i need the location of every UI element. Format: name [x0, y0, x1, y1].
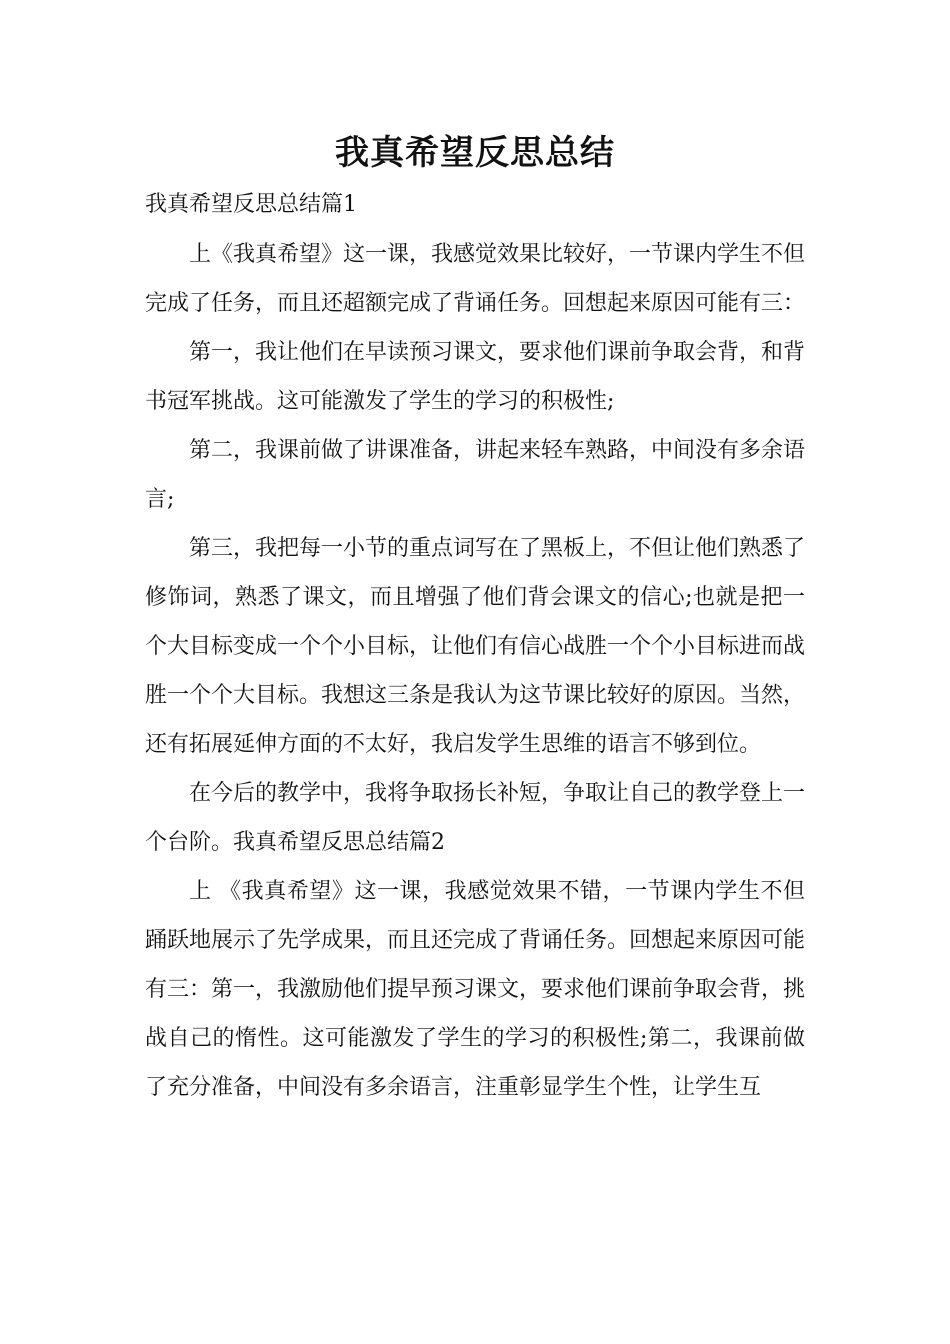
paragraph: 第二，我课前做了讲课准备，讲起来轻车熟路，中间没有多余语言;	[145, 438, 806, 512]
document-title: 我真希望反思总结	[335, 133, 615, 173]
section-heading: 我真希望反思总结篇1	[145, 192, 357, 217]
paragraph: 上 《我真希望》这一课，我感觉效果不错，一节课内学生不但踊跃地展示了先学成果，而且还完成了背诵任务。回想起来原因可能有三：第一，我激励他们提早预习课文，要求他们课前争取会背，挑战自己的惰性。这可能激发了学生的学习的积极性;第二，我课前做了充分准备，中间没有多余语言，注重彰显学生个性，让学生互	[145, 879, 806, 1100]
paragraph: 第一，我让他们在早读预习课文，要求他们课前争取会背，和背书冠军挑战。这可能激发了学生的学习的积极性;	[145, 340, 806, 414]
paragraph: 在今后的教学中，我将争取扬长补短，争取让自己的教学登上一个台阶。我真希望反思总结篇2	[145, 781, 806, 855]
paragraph: 上《我真希望》这一课，我感觉效果比较好，一节课内学生不但完成了任务，而且还超额完成了背诵任务。回想起来原因可能有三：	[145, 242, 806, 316]
paragraph: 第三，我把每一小节的重点词写在了黑板上，不但让他们熟悉了修饰词，熟悉了课文，而且增强了他们背会课文的信心;也就是把一个大目标变成一个个小目标，让他们有信心战胜一个个小目标进而战胜一个个大目标。我想这三条是我认为这节课比较好的原因。当然，还有拓展延伸方面的不太好，我启发学生思维的语言不够到位。	[145, 536, 806, 757]
document-body	[145, 180, 805, 1112]
